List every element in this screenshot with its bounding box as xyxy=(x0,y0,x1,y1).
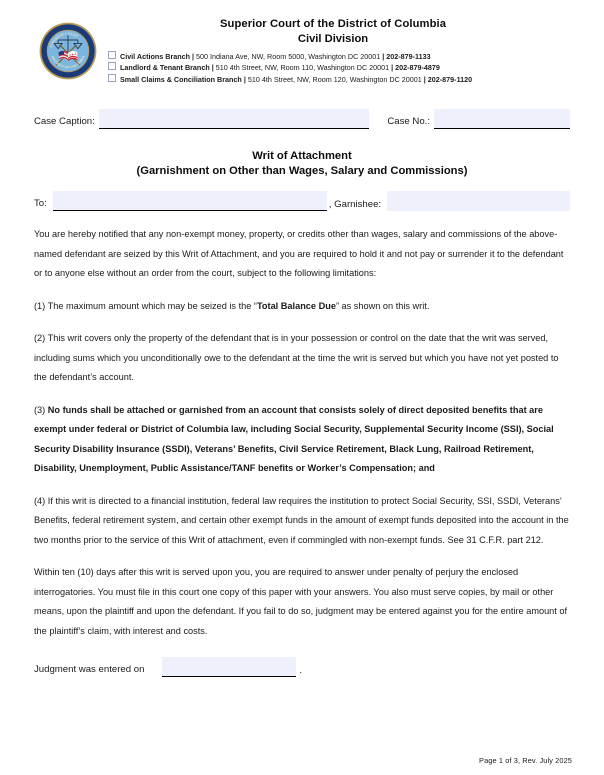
branch-row-small-claims[interactable] xyxy=(108,74,572,86)
branch-separator: | xyxy=(192,51,195,61)
branch-phone: 202-879-1133 xyxy=(386,51,431,61)
judgment-period: . xyxy=(299,665,303,677)
to-input[interactable] xyxy=(53,191,327,211)
dc-superior-court-seal-icon xyxy=(39,22,97,80)
paragraph-answer-notice: Within ten (10) days after this writ is served upon you, you are required to answer under penalty of perjury the enclosed interrogatories. You must file in this court one copy of this paper with your answers. You also must serve copies, by mail or other means, upon the plaintiff and upon the defendant. If you fail to do so, judgment may be entered against you for the entire amount of the plaintiff’s claim, with interest and costs. xyxy=(34,567,568,636)
court-subtitle: Civil Division xyxy=(297,32,369,45)
checkbox-unchecked-icon[interactable] xyxy=(108,74,116,82)
judgment-entered-row xyxy=(32,657,572,677)
branch-name: Civil Actions Branch xyxy=(120,51,191,61)
body-copy xyxy=(32,225,572,641)
letterhead-text xyxy=(104,18,572,85)
item1-emphasis: Total Balance Due xyxy=(256,300,336,311)
branch-separator: | xyxy=(211,63,214,73)
case-caption-label: Case Caption: xyxy=(34,116,95,128)
branch-separator-2: | xyxy=(423,74,426,84)
case-caption-row xyxy=(32,109,572,129)
letterhead xyxy=(32,0,572,85)
case-caption-input[interactable] xyxy=(99,109,370,129)
seal-container xyxy=(32,18,104,80)
page-footer: Page 1 of 3, Rev. July 2025 xyxy=(479,756,572,765)
checkbox-unchecked-icon[interactable] xyxy=(108,51,116,59)
branch-row-landlord-tenant[interactable] xyxy=(108,62,572,74)
branch-address: 510 4th Street, NW, Room 110, Washington DC 20001 xyxy=(215,63,390,73)
case-no-label: Case No.: xyxy=(387,116,430,128)
paragraph-intro: You are hereby notified that any non-exempt money, property, or credits other than wages, salary and commissions of the above-named defendant are seized by this Writ of Attachment, and you are required to hold it and not pay or surrender it to the defendant or to anyone else without an order from the court, subject to the following limitations: xyxy=(34,229,564,279)
branch-list xyxy=(108,51,572,86)
item3-number: (3) xyxy=(34,404,48,415)
branch-name: Small Claims & Conciliation Branch xyxy=(120,74,242,84)
branch-separator-2: | xyxy=(382,51,385,61)
item1-suffix: ” as shown on this writ. xyxy=(335,300,430,311)
paragraph-item-4: (4) If this writ is directed to a financial institution, federal law requires the institution to protect Social Security, SSI, SSDI, Veterans’ Benefits, federal retirement system, and certain other exempt funds in the amount of exempt funds deposited into the account in the two months prior to the service of this Writ of attachment, even if commingled with non-exempt funds. See 31 C.F.R. part 212. xyxy=(34,495,569,545)
paragraph-item-2: (2) This writ covers only the property of the defendant that is in your possession or control on the date that the writ was served, including sums which you unconditionally owe to the defendant at the time the writ is served but which you have not yet posted to the defendant’s account. xyxy=(34,333,559,383)
page-title: Writ of Attachment xyxy=(252,150,352,163)
branch-address: 510 4th Street, NW, Room 120, Washington DC 20001 xyxy=(247,74,422,84)
branch-row-civil-actions[interactable] xyxy=(108,51,572,63)
checkbox-unchecked-icon[interactable] xyxy=(108,62,116,70)
svg-text:DISTRICT OF COLUMBIA: DISTRICT OF COLUMBIA xyxy=(50,54,86,70)
page-subtitle: (Garnishment on Other than Wages, Salary and Commissions) xyxy=(136,165,468,178)
garnishee-input[interactable] xyxy=(387,191,570,211)
paragraph-item-3 xyxy=(34,401,570,479)
to-label: To: xyxy=(34,198,47,210)
garnishee-label: , Garnishee: xyxy=(328,199,382,211)
item3-text: No funds shall be attached or garnished from an account that consists solely of direct deposited benefits that are exempt under federal or District of Columbia law, including Social Security, Supplemental Security Income (SSI), Social Security Disability Insurance (SSDI), Veterans’ Benefits, Civil Service Retirement, Black Lung, Railroad Retirement, Disability, Unemployment, Public Assistance/TANF benefits or Worker’s Compensation; and xyxy=(34,404,554,474)
item1-prefix: (1) The maximum amount which may be seized is the “ xyxy=(34,300,257,311)
branch-separator-2: | xyxy=(391,63,394,73)
branch-address: 500 Indiana Ave, NW, Room 5000, Washington DC 20001 xyxy=(196,51,381,61)
judgment-date-input[interactable] xyxy=(162,657,296,677)
svg-text:SUPERIOR COURT: SUPERIOR COURT xyxy=(49,31,79,49)
branch-phone: 202-879-4879 xyxy=(395,63,440,73)
case-no-input[interactable] xyxy=(434,109,570,129)
branch-separator: | xyxy=(243,74,246,84)
paragraph-item-1 xyxy=(34,297,570,317)
court-title: Superior Court of the District of Columbia xyxy=(219,18,447,30)
branch-phone: 202-879-1120 xyxy=(427,74,473,84)
branch-name: Landlord & Tenant Branch xyxy=(120,63,210,73)
to-garnishee-row xyxy=(32,191,572,211)
judgment-entered-label: Judgment was entered on xyxy=(34,664,145,676)
